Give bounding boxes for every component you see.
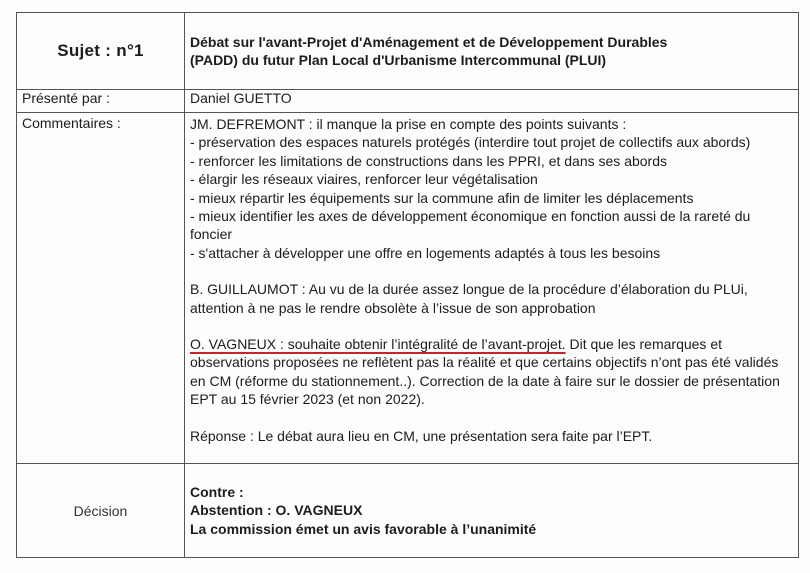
decision-body: [185, 464, 799, 558]
presenter-row: [17, 90, 799, 113]
defremont-point: - élargir les réseaux viaires, renforcer leur végétalisation: [190, 171, 538, 188]
decision-result: La commission émet un avis favorable à l’unanimité: [190, 520, 537, 537]
presenter-label: Présenté par :: [17, 90, 185, 113]
comments-row: [17, 113, 799, 464]
guillaumot-comment: B. GUILLAUMOT : Au vu de la durée assez longue de la procédure d’élaboration du PLUi, attention à ne pas le rendre obsolète à l’issue de son approbation: [190, 281, 748, 316]
comments-label: Commentaires :: [17, 113, 185, 464]
minutes-table: [16, 12, 799, 558]
defremont-point: - préservation des espaces naturels protégés (interdire tout projet de collectifs aux abords): [190, 134, 751, 151]
vagneux-comment: [190, 335, 792, 409]
subject-label: Sujet : n°1: [17, 13, 185, 90]
decision-abstention: Abstention : O. VAGNEUX: [190, 502, 363, 519]
decision-contre: Contre :: [190, 483, 244, 500]
subject-title-line2: (PADD) du futur Plan Local d'Urbanisme Intercommunal (PLUI): [190, 52, 607, 68]
subject-row: [17, 13, 799, 90]
decision-label: Décision: [17, 464, 185, 558]
vagneux-highlight: O. VAGNEUX : souhaite obtenir l’intégralité de l’avant-projet.: [190, 336, 566, 353]
subject-title: [185, 13, 799, 90]
vagneux-rest: Dit que les remarques et observations proposées ne reflètent pas la réalité et que certains objectifs n’ont pas été validés en CM (réforme du stationnement..). Correction de la date à faire sur le dossier de présentation EPT au 15 février 2023 (et non 2022).: [190, 336, 780, 408]
defremont-point: - mieux identifier les axes de développement économique en fonction aussi de la rareté du foncier: [190, 208, 751, 243]
presenter-value: Daniel GUETTO: [185, 90, 799, 113]
defremont-point: - mieux répartir les équipements sur la commune afin de limiter les déplacements: [190, 189, 694, 206]
defremont-point: - renforcer les limitations de constructions dans les PPRI, et dans ses abords: [190, 152, 667, 169]
defremont-point: - s'attacher à développer une offre en logements adaptés à tous les besoins: [190, 244, 661, 261]
defremont-intro: JM. DEFREMONT : il manque la prise en compte des points suivants :: [190, 116, 627, 132]
decision-row: [17, 464, 799, 558]
subject-title-line1: Débat sur l'avant-Projet d'Aménagement et de Développement Durables: [190, 34, 668, 50]
comments-body: [185, 113, 799, 464]
response-text: Réponse : Le débat aura lieu en CM, une présentation sera faite par l’EPT.: [190, 427, 653, 444]
